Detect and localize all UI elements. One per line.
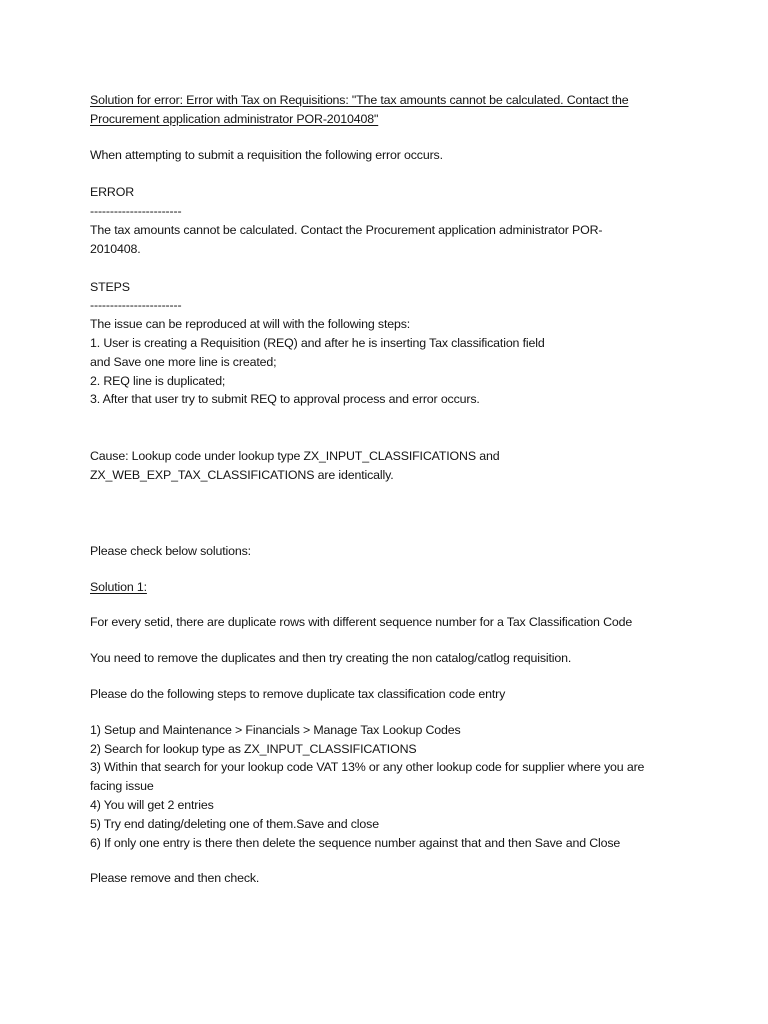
error-message-line-1: The tax amounts cannot be calculated. Contact the Procurement application administrator POR- xyxy=(90,222,603,237)
closing-text: Please remove and then check. xyxy=(90,871,260,886)
intro-text: When attempting to submit a requisition the following error occurs. xyxy=(90,147,443,162)
step-1-line-1: 1. User is creating a Requisition (REQ) and after he is inserting Tax classification field xyxy=(90,335,545,350)
step-3: 3. After that user try to submit REQ to approval process and error occurs. xyxy=(90,392,480,407)
cause-line-2: ZX_WEB_EXP_TAX_CLASSIFICATIONS are identically. xyxy=(90,467,394,482)
solution-1-item-3-line-2: facing issue xyxy=(90,779,154,794)
solution-1-item-2: 2) Search for lookup type as ZX_INPUT_CLASSIFICATIONS xyxy=(90,741,417,756)
document-title-line-1: Solution for error: Error with Tax on Requisitions: "The tax amounts cannot be calculated. Contact the xyxy=(90,93,629,107)
step-2: 2. REQ line is duplicated; xyxy=(90,373,226,388)
solution-1-paragraph-1: For every setid, there are duplicate rows with different sequence number for a Tax Classification Code xyxy=(90,615,633,630)
document-page xyxy=(90,91,690,888)
solution-1-item-5: 5) Try end dating/deleting one of them.Save and close xyxy=(90,816,379,831)
steps-intro: The issue can be reproduced at will with the following steps: xyxy=(90,317,411,332)
steps-heading: STEPS xyxy=(90,279,130,294)
solution-1-heading: Solution 1: xyxy=(90,579,147,594)
error-divider: ----------------------- xyxy=(90,204,182,219)
solution-1-item-6: 6) If only one entry is there then delete the sequence number against that and then Save and Close xyxy=(90,835,621,850)
solution-1-item-3-line-1: 3) Within that search for your lookup code VAT 13% or any other lookup code for supplier where you are xyxy=(90,760,645,775)
steps-divider: ----------------------- xyxy=(90,298,182,313)
error-heading: ERROR xyxy=(90,185,134,200)
cause-line-1: Cause: Lookup code under lookup type ZX_INPUT_CLASSIFICATIONS and xyxy=(90,449,500,464)
solution-1-item-4: 4) You will get 2 entries xyxy=(90,797,214,812)
error-message-line-2: 2010408. xyxy=(90,241,141,256)
step-1-line-2: and Save one more line is created; xyxy=(90,354,277,369)
solution-1-item-1: 1) Setup and Maintenance > Financials > Manage Tax Lookup Codes xyxy=(90,722,461,737)
solution-1-paragraph-2: You need to remove the duplicates and then try creating the non catalog/catlog requisition. xyxy=(90,651,572,666)
document-title-line-2: Procurement application administrator POR-2010408" xyxy=(90,111,379,126)
solution-1-paragraph-3: Please do the following steps to remove duplicate tax classification code entry xyxy=(90,686,506,701)
check-solutions-text: Please check below solutions: xyxy=(90,543,251,558)
